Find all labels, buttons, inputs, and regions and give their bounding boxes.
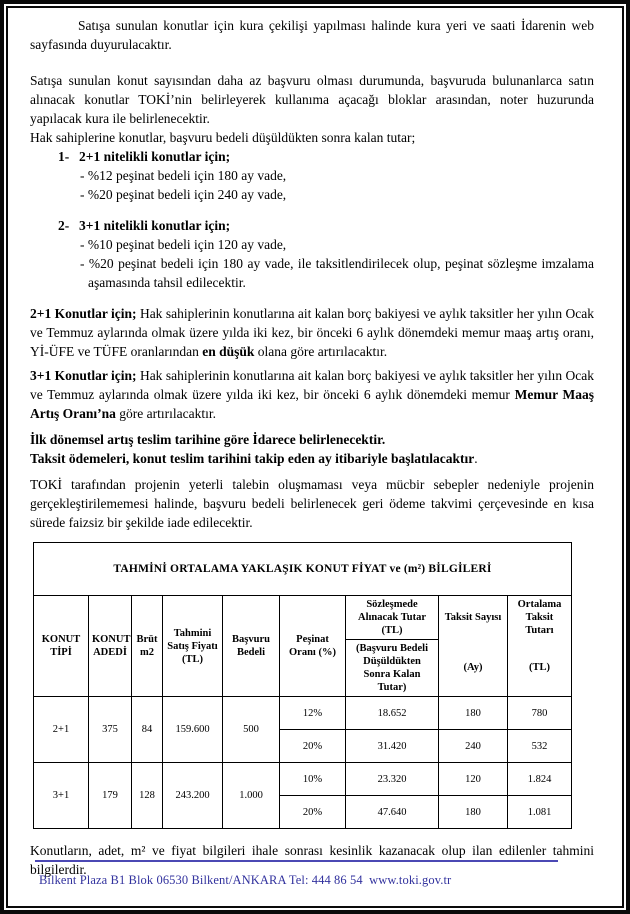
document-body	[30, 16, 594, 879]
cell-konut-adedi: 375	[89, 697, 132, 763]
col-subheader-kalan-tutar: (Başvuru Bedeli Düşüldükten Sonra Kalan Tutar)	[346, 640, 439, 697]
cell-sozlesme-tutar: 23.320	[346, 763, 439, 796]
col-subheader-ay: (Ay)	[439, 640, 508, 697]
cell-sozlesme-tutar: 47.640	[346, 796, 439, 829]
paragraph-hak-sahiplerine: Hak sahiplerine konutlar, başvuru bedeli düşüldükten sonra kalan tutar;	[30, 130, 416, 145]
list-number: 2-	[58, 218, 70, 233]
cell-konut-tipi: 2+1	[34, 697, 89, 763]
col-header-konut-tipi: KONUT TİPİ	[34, 596, 89, 697]
paragraph-mid-bold: en düşük	[202, 344, 255, 359]
paragraph-lead-bold: 3+1 Konutlar için;	[30, 368, 137, 383]
table-title-row	[34, 543, 572, 596]
list-title: 3+1 nitelikli konutlar için;	[79, 218, 231, 233]
paragraph-mid-bold: Memur Maaş Artış Oranı’na	[30, 387, 595, 421]
col-header-basvuru-bedeli: Başvuru Bedeli	[223, 596, 280, 697]
footer-address-text: Bilkent Plaza B1 Blok 06530 Bilkent/ANKARA Tel: 444 86 54 www.toki.gov.tr	[39, 873, 452, 887]
col-header-konut-adedi: KONUT ADEDİ	[89, 596, 132, 697]
paragraph-tahmini-bilgiler: Konutların, adet, m² ve fiyat bilgileri ihale sonrası kesinlik kazanacak olup ilan edilenler tahmini bilgilerdir.	[30, 843, 594, 877]
cell-taksit-sayisi: 180	[439, 796, 508, 829]
cell-konut-tipi: 3+1	[34, 763, 89, 829]
list-title: 2+1 nitelikli konutlar için;	[79, 149, 231, 164]
cell-pesinat-orani: 20%	[280, 730, 346, 763]
paragraph-text: Hak sahiplerinin konutlarına ait kalan borç bakiyesi ve aylık taksitler her yılın Ocak ve Temmuz aylarında olmak üzere yılda iki kez, bir önceki 6 aylık dönemdeki memur	[30, 368, 595, 402]
table-title: TAHMİNİ ORTALAMA YAKLAŞIK KONUT FİYAT ve (m²) BİLGİLERİ	[34, 543, 572, 596]
cell-taksit-tutari: 532	[508, 730, 572, 763]
cell-pesinat-orani: 10%	[280, 763, 346, 796]
paragraph-text: Hak sahiplerinin konutlarına ait kalan borç bakiyesi ve aylık taksitler her yılın Ocak ve Temmuz aylarında olmak üzere yılda iki kez, bir önceki 6 aylık dönemdeki memur maaş artış oranı, Yİ-ÜFE ve TÜFE oranlarından	[30, 306, 595, 359]
list-number: 1-	[58, 149, 70, 164]
col-header-tahmini-satis-fiyati: Tahmini Satış Fiyatı (TL)	[163, 596, 223, 697]
list-2plus1-vade	[30, 147, 594, 204]
list-item: - %10 peşinat bedeli için 120 ay vade,	[80, 237, 287, 252]
list-3plus1-vade	[30, 216, 594, 292]
cell-taksit-sayisi: 180	[439, 697, 508, 730]
paragraph-text: olana göre artırılacaktır.	[254, 344, 388, 359]
col-header-ortalama-taksit-tutari: Ortalama Taksit Tutarı	[508, 596, 572, 640]
table-row-3plus1-sub1	[34, 763, 572, 796]
cell-taksit-sayisi: 240	[439, 730, 508, 763]
paragraph-kura-cekilisi: Satışa sunulan konutlar için kura çekilişi yapılması halinde kura yeri ve saati İdarenin web sayfasında duyurulacaktır.	[30, 18, 594, 52]
cell-pesinat-orani: 12%	[280, 697, 346, 730]
paragraph-lead-bold: 2+1 Konutlar için;	[30, 306, 137, 321]
col-subheader-tl: (TL)	[508, 640, 572, 697]
paragraph-text: göre artırılacaktır.	[115, 406, 216, 421]
bold-line-text: Taksit ödemeleri, konut teslim tarihini takip eden ay itibariyle başlatılacaktır	[30, 451, 475, 466]
table-row-2plus1-sub1	[34, 697, 572, 730]
bold-line	[30, 449, 594, 468]
cell-satis-fiyati: 159.600	[163, 697, 223, 763]
cell-konut-adedi: 179	[89, 763, 132, 829]
cell-basvuru-bedeli: 1.000	[223, 763, 280, 829]
cell-taksit-tutari: 1.081	[508, 796, 572, 829]
footer-divider	[35, 860, 558, 862]
cell-sozlesme-tutar: 18.652	[346, 697, 439, 730]
col-header-sozlesmede-alinacak-tutar: Sözleşmede Alınacak Tutar (TL)	[346, 596, 439, 640]
cell-satis-fiyati: 243.200	[163, 763, 223, 829]
paragraph-2plus1-artis	[30, 304, 594, 361]
list-item: - %12 peşinat bedeli için 180 ay vade,	[80, 168, 287, 183]
list-item: - %20 peşinat bedeli için 180 ay vade, ile taksitlendirilecek olup, peşinat sözleşme imzalama aşamasında tahsil edilecektir.	[80, 256, 594, 290]
table-header-row-top	[34, 596, 572, 640]
list-heading	[58, 147, 594, 166]
paragraph-donemsel-artis	[30, 430, 594, 468]
konut-fiyat-table	[33, 542, 572, 829]
paragraph-3plus1-artis	[30, 366, 594, 423]
bold-line: İlk dönemsel artış teslim tarihine göre İdarece belirlenecektir.	[30, 432, 386, 447]
paragraph-az-basvuru: Satışa sunulan konut sayısından daha az başvuru olması durumunda, başvuruda bulunanlarca satın alınacak konutlar TOKİ’nin belirleyerek kullanıma açacağı bloklar arasından, noter huzurunda yapılacak kura ile belirlenecektir.	[30, 73, 594, 126]
cell-sozlesme-tutar: 31.420	[346, 730, 439, 763]
cell-taksit-sayisi: 120	[439, 763, 508, 796]
paragraph-iade: TOKİ tarafından projenin yeterli talebin oluşmaması veya mücbir sebepler nedeniyle projenin gerçekleştirilememesi halinde, başvuru bedeli belirlenecek geri ödeme takvimi çerçevesinde en kısa sürede faizsiz bir şekilde iade edilecektir.	[30, 477, 594, 530]
cell-taksit-tutari: 780	[508, 697, 572, 730]
col-header-pesinat-orani: Peşinat Oranı (%)	[280, 596, 346, 697]
col-header-taksit-sayisi: Taksit Sayısı	[439, 596, 508, 640]
list-heading	[58, 216, 594, 235]
cell-basvuru-bedeli: 500	[223, 697, 280, 763]
cell-brut-m2: 128	[132, 763, 163, 829]
line-period: .	[474, 451, 478, 466]
list-item: - %20 peşinat bedeli için 240 ay vade,	[80, 187, 287, 202]
cell-brut-m2: 84	[132, 697, 163, 763]
cell-taksit-tutari: 1.824	[508, 763, 572, 796]
col-header-brut-m2: Brüt m2	[132, 596, 163, 697]
cell-pesinat-orani: 20%	[280, 796, 346, 829]
